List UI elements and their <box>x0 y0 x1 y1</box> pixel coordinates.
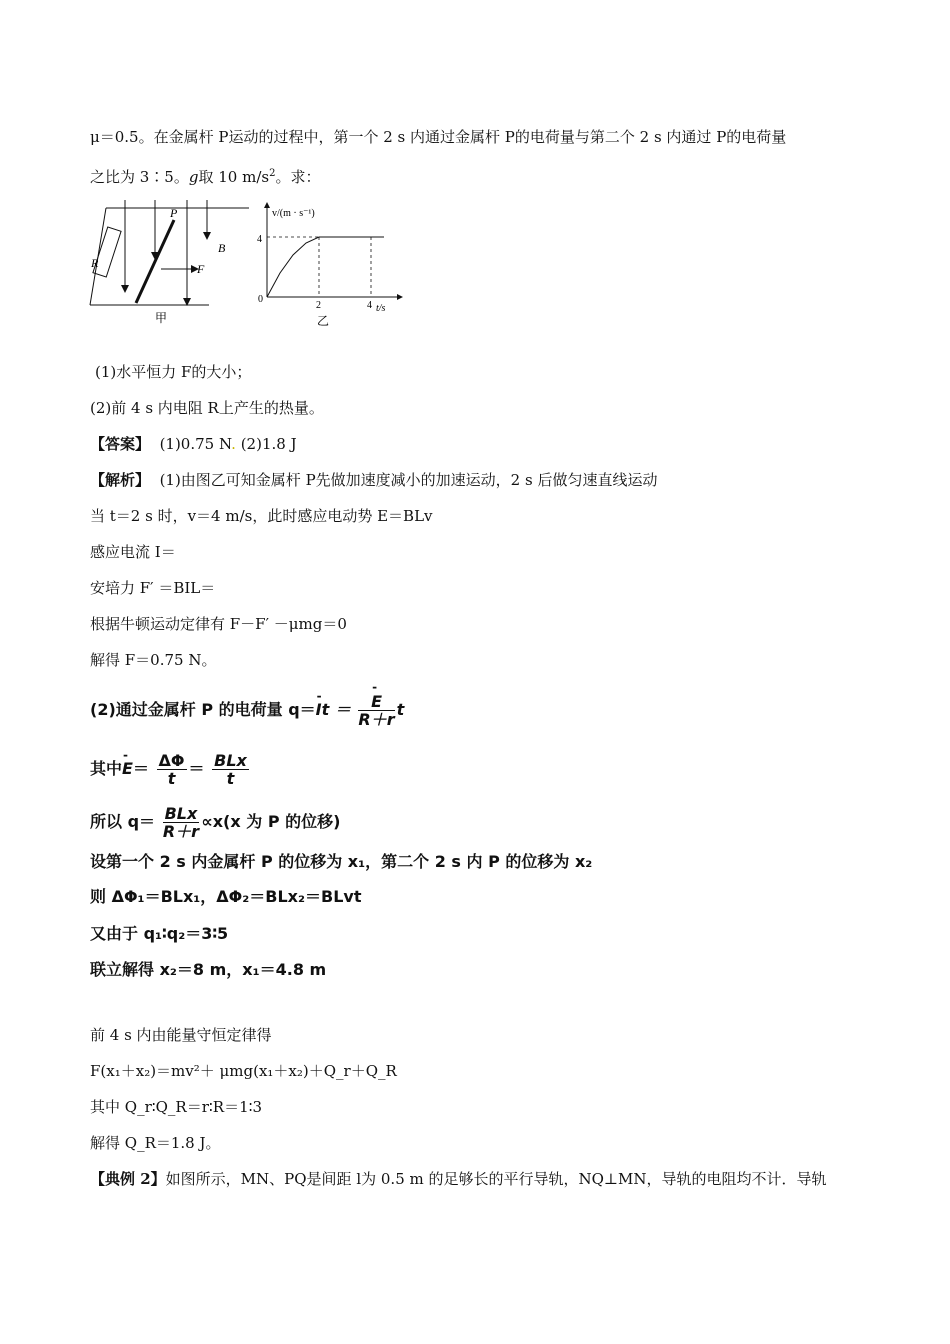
tick-x-2: 2 <box>316 300 321 311</box>
y-axis-label: v/(m · s⁻¹) <box>272 208 315 219</box>
analysis-line-1: 【解析】 (1)由图乙可知金属杆 P先做加速度减小的加速运动，2 s 后做匀速直线运动 <box>90 471 658 489</box>
x-axis-label: t/s <box>376 303 386 314</box>
energy-line-3: 其中 Q_r∶Q_R＝r∶R＝1∶3 <box>90 1098 263 1116</box>
answer: 【答案】 (1)0.75 N. (2)1.8 J <box>90 435 297 453</box>
part2-line-3: 所以 q＝ $\frac{\text{BLx}}{R+r}$ ∝x(x 为 P 的位移) <box>90 804 341 841</box>
problem-line-1: μ＝0.5。在金属杆 P运动的过程中，第一个 2 s 内通过金属杆 P的电荷量与第二个 2 s 内通过 P的电荷量 <box>90 128 787 146</box>
tick-y-4: 4 <box>257 234 262 245</box>
caption-yi: 乙 <box>317 314 330 327</box>
tick-origin: 0 <box>258 294 263 305</box>
energy-line-1: 前 4 s 内由能量守恒定律得 <box>90 1026 272 1044</box>
question-2: (2)前 4 s 内电阻 R上产生的热量。 <box>90 399 324 417</box>
analysis-line-3: 感应电流 I＝ <box>90 543 176 561</box>
figure-circuit <box>86 200 256 325</box>
energy-line-2: F(x₁＋x₂)＝mv²＋ μmg(x₁＋x₂)＋Q_r＋Q_R <box>90 1062 397 1080</box>
label-F: F <box>197 262 205 276</box>
label-B: B <box>218 241 226 255</box>
part2-line-2: 其中- E＝ $\frac{\Delta\Phi}{t}$ ＝ $\frac{\text{BLx}}{t}$ <box>90 752 251 787</box>
label-P: P <box>170 206 178 220</box>
part2-line-6: 又由于 q₁∶q₂＝3∶5 <box>90 924 229 943</box>
analysis-line-5: 根据牛顿运动定律有 F－F′ －μmg＝0 <box>90 615 347 633</box>
tick-x-4: 4 <box>367 300 372 311</box>
analysis-line-2: 当 t＝2 s 时，v＝4 m/s，此时感应电动势 E＝BLv <box>90 507 433 525</box>
part2-line-5: 则 ΔΦ₁＝BLx₁，ΔΦ₂＝BLx₂＝BLvt <box>90 887 362 906</box>
part2-line-4: 设第一个 2 s 内金属杆 P 的位移为 x₁，第二个 2 s 内 P 的位移为 x₂ <box>90 852 593 871</box>
energy-line-4: 解得 Q_R＝1.8 J。 <box>90 1134 221 1152</box>
figure-vt-graph <box>252 202 412 327</box>
caption-jia: 甲 <box>155 311 168 325</box>
label-R: R <box>91 256 99 270</box>
example-2: 【典例 2】如图所示，MN、PQ是间距 l为 0.5 m 的足够长的平行导轨，NQ⊥MN，导轨的电阻均不计．导轨 <box>90 1170 827 1188</box>
problem-line-2: 之比为 3∶5。g取 10 $m/s^2$。求： <box>90 168 321 186</box>
part2-line-7: 联立解得 x₂＝8 m，x₁＝4.8 m <box>90 960 327 979</box>
question-1: (1)水平恒力 F的大小； <box>95 363 252 381</box>
analysis-line-6: 解得 F＝0.75 N。 <box>90 651 217 669</box>
analysis-line-4: 安培力 F′ ＝BIL＝ <box>90 579 216 597</box>
part2-line-1: (2)通过金属杆 P 的电荷量 q＝- It ＝ - $\frac{E}{R+r}$ t <box>90 693 404 728</box>
velocity-curve <box>267 237 384 297</box>
